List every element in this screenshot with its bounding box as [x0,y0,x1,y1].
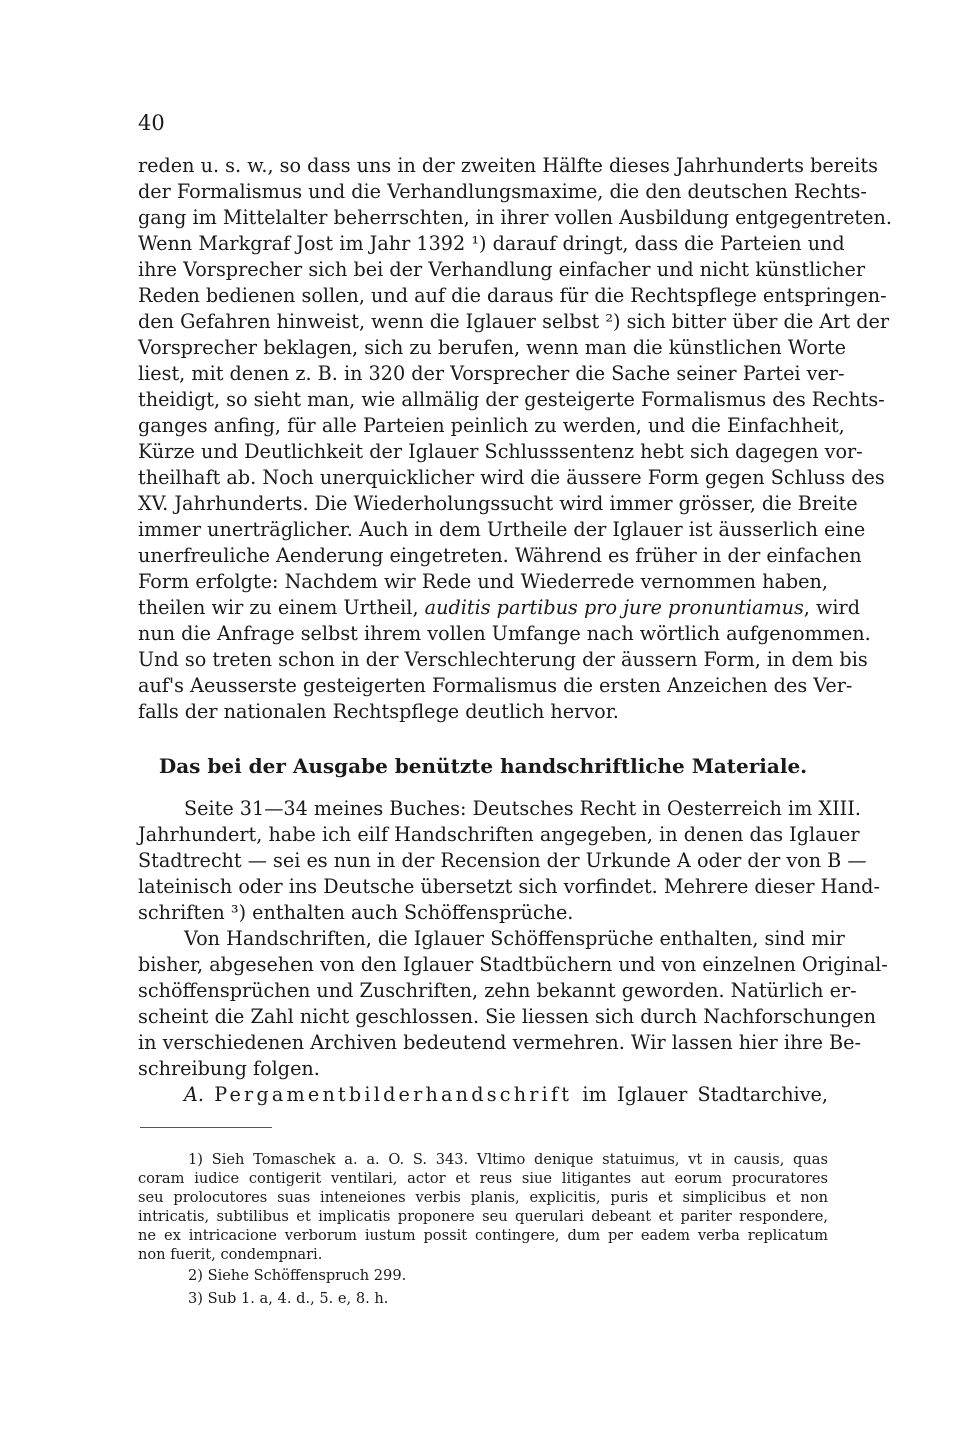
footnote-1-line: coram iudice contigerit ventilari, actor et reus siue litigantes aut eorum procuratores [138,1170,828,1187]
text-line: Vorsprecher beklagen, sich zu berufen, wenn man die künstlichen Worte [138,336,847,359]
text-line: Und so treten schon in der Verschlechterung der äussern Form, in dem bis [138,648,868,671]
text-line: bisher, abgesehen von den Iglauer Stadtbüchern und von einzelnen Original- [138,953,888,976]
footnote-1-line: 1) Sieh Tomaschek a. a. O. S. 343. Vltimo denique statuimus, vt in causis, quas [188,1151,828,1168]
text-run: , wird [803,596,861,619]
text-line: schöffensprüchen und Zuschriften, zehn bekannt geworden. Natürlich er- [138,979,857,1002]
paragraph-2 [138,796,880,926]
text-line: scheint die Zahl nicht geschlossen. Sie liessen sich durch Nachforschungen [138,1005,877,1028]
manuscript-item-a [138,1082,828,1108]
text-line: schreibung folgen. [138,1057,320,1080]
footnote-2: 2) Siehe Schöffenspruch 299. [188,1267,407,1284]
text-line: Form erfolgte: Nachdem wir Rede und Wiederrede vernommen haben, [138,570,828,593]
text-line: unerfreuliche Aenderung eingetreten. Während es früher in der einfachen [138,544,862,567]
text-line: den Gefahren hinweist, wenn die Iglauer selbst ²) sich bitter über die Art der [138,310,890,333]
footnote-1-line: seu prolocutores suas inteneiones verbis planis, explicitis, puris et simplicibus et non [138,1189,828,1206]
text-run: theilen wir zu einem Urtheil, [138,596,425,619]
text-line: gang im Mittelalter beherrschten, in ihrer vollen Ausbildung entgegentreten. [138,206,892,229]
item-letter: A. [184,1083,204,1106]
footnote-1-line: non fuerit, condempnari. [138,1246,323,1263]
text-line: schriften ³) enthalten auch Schöffensprüche. [138,901,574,924]
page-number: 40 [138,111,165,135]
text-line: Wenn Markgraf Jost im Jahr 1392 ¹) darauf dringt, dass die Parteien und [138,232,845,255]
text-line: lateinisch oder ins Deutsche übersetzt sich vorfindet. Mehrere dieser Hand- [138,875,880,898]
paragraph-1 [138,153,892,725]
text-line: Jahrhundert, habe ich eilf Handschriften angegeben, in denen das Iglauer [138,823,860,846]
text-line: XV. Jahrhunderts. Die Wiederholungssucht wird immer grösser, die Breite [138,492,858,515]
footnote-separator [140,1127,272,1128]
text-line: immer unerträglicher. Auch in dem Urtheile der Iglauer ist äusserlich eine [138,518,866,541]
text-line: reden u. s. w., so dass uns in der zweiten Hälfte dieses Jahrhunderts bereits [138,154,878,177]
footnote-3: 3) Sub 1. a, 4. d., 5. e, 8. h. [188,1290,389,1307]
footnotes [138,1150,828,1308]
paragraph-3 [138,926,888,1108]
text-line: ganges anfing, für alle Parteien peinlich zu werden, und die Einfachheit, [138,414,845,437]
text-line: theidigt, so sieht man, wie allmälig der gesteigerte Formalismus des Rechts- [138,388,885,411]
footnote-1-line: intricatis, subtilibus et implicatis proponere seu querulari debeant et pariter respondere, [138,1208,828,1225]
text-line: liest, mit denen z. B. in 320 der Vorsprecher die Sache seiner Partei ver- [138,362,845,385]
text-line: auf's Aeusserste gesteigerten Formalismus die ersten Anzeichen des Ver- [138,674,853,697]
latin-formula: auditis partibus pro jure pronuntiamus [424,596,804,619]
text-line: Stadtrecht — sei es nun in der Recension der Urkunde A oder der von B — [138,849,867,872]
text-line: ihre Vorsprecher sich bei der Verhandlung einfacher und nicht künstlicher [138,258,866,281]
text-run: im Iglauer Stadtarchive, [572,1083,828,1106]
text-line: Reden bedienen sollen, und auf die daraus für die Rechtspflege entspringen- [138,284,887,307]
text-line-with-italic [138,595,861,621]
text-line: Von Handschriften, die Iglauer Schöffensprüche enthalten, sind mir [184,927,845,950]
text-line: in verschiedenen Archiven bedeutend vermehren. Wir lassen hier ihre Be- [138,1031,861,1054]
section-heading: Das bei der Ausgabe benützte handschriftliche Materiale. [158,754,808,778]
manuscript-title: Pergamentbilderhandschrift [214,1083,573,1106]
text-line: nun die Anfrage selbst ihrem vollen Umfange nach wörtlich aufgenommen. [138,622,871,645]
text-line: Seite 31—34 meines Buches: Deutsches Recht in Oesterreich im XIII. [184,797,861,820]
text-line: Kürze und Deutlichkeit der Iglauer Schlusssentenz hebt sich dagegen vor- [138,440,863,463]
text-line: theilhaft ab. Noch unerquicklicher wird die äussere Form gegen Schluss des [138,466,885,489]
text-line: falls der nationalen Rechtspflege deutlich hervor. [138,700,619,723]
text-line: der Formalismus und die Verhandlungsmaxime, die den deutschen Rechts- [138,180,867,203]
footnote-1-line: ne ex intricacione verborum iustum possit contingere, dum per eadem verba replicatum [138,1227,828,1244]
